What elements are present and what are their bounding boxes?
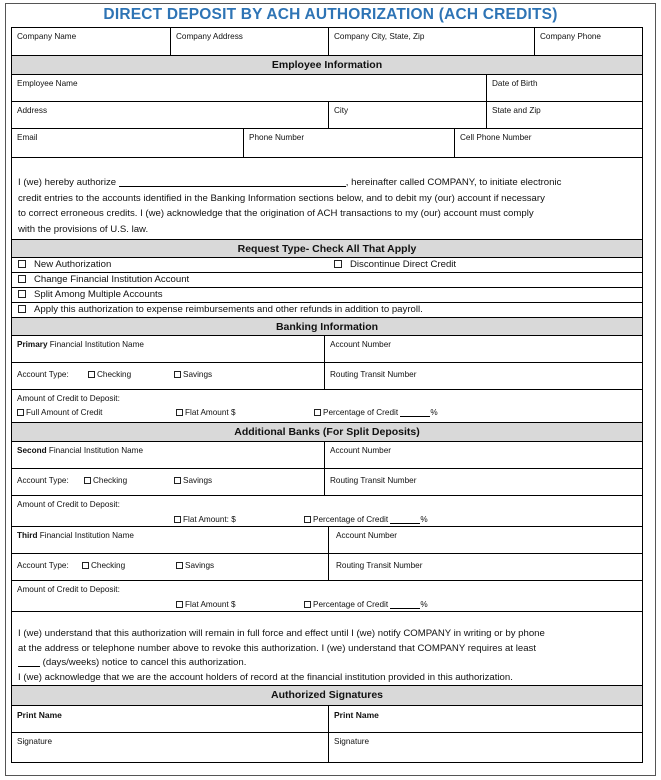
print-name-row	[12, 706, 642, 733]
discontinue-option[interactable]: Discontinue Direct Credit	[334, 259, 456, 270]
primary-savings-option[interactable]: Savings	[174, 370, 212, 379]
second-type-row: Account Type: Checking Savings Routing Transit Number	[12, 469, 642, 496]
checkbox-icon[interactable]	[174, 516, 181, 523]
third-type-row: Account Type: Checking Savings Routing Transit Number	[12, 554, 642, 581]
third-checking-option[interactable]: Checking	[82, 561, 125, 570]
third-percentage-option[interactable]: Percentage of Credit %	[304, 600, 428, 609]
checkbox-icon[interactable]	[88, 371, 95, 378]
employee-address-row	[12, 102, 642, 129]
state-zip-field[interactable]: State and Zip	[486, 102, 642, 128]
checkbox-icon[interactable]	[334, 260, 342, 268]
primary-type-row: Account Type: Checking Savings Routing Transit Number	[12, 363, 642, 390]
request-row-4	[12, 303, 642, 318]
third-account-number-field[interactable]: Account Number	[328, 527, 642, 553]
checkbox-icon[interactable]	[304, 601, 311, 608]
percentage-blank[interactable]	[390, 600, 420, 609]
employee-contact-row	[12, 129, 642, 158]
checkbox-icon[interactable]	[304, 516, 311, 523]
email-field[interactable]: Email	[17, 133, 38, 142]
third-amount-row: Amount of Credit to Deposit: Flat Amount $ Percentage of Credit %	[12, 581, 642, 612]
authorization-paragraph: I (we) hereby authorize , hereinafter called COMPANY, to initiate electronic credit entries to the accounts identified in the Banking Information sections below, and to debit my (our) account if necessary to correct erroneous credits. I (we) acknowledge that the origination of ACH transactions to my (our) account must comply with the provisions of U.S. law.	[12, 158, 642, 240]
checkbox-icon[interactable]	[174, 371, 181, 378]
primary-bank-row	[12, 336, 642, 363]
signature-row	[12, 733, 642, 762]
request-row-3	[12, 288, 642, 303]
third-flat-option[interactable]: Flat Amount $	[176, 600, 236, 609]
request-type-header: Request Type- Check All That Apply	[12, 240, 642, 258]
company-phone-field[interactable]: Company Phone	[534, 28, 642, 55]
third-savings-option[interactable]: Savings	[176, 561, 214, 570]
second-bank-row	[12, 442, 642, 469]
page-title: DIRECT DEPOSIT BY ACH AUTHORIZATION (ACH CREDITS)	[103, 6, 558, 23]
additional-banks-header: Additional Banks (For Split Deposits)	[12, 423, 642, 442]
checkbox-icon[interactable]	[18, 260, 26, 268]
split-accounts-option[interactable]: Split Among Multiple Accounts	[18, 289, 163, 300]
primary-routing-field[interactable]: Routing Transit Number	[324, 363, 642, 389]
primary-amount-row: Amount of Credit to Deposit: Full Amount of Credit Flat Amount $ Percentage of Credit %	[12, 390, 642, 423]
checkbox-icon[interactable]	[314, 409, 321, 416]
second-routing-field[interactable]: Routing Transit Number	[324, 469, 642, 495]
city-field[interactable]: City	[328, 102, 486, 128]
request-row-2	[12, 273, 642, 288]
checkbox-icon[interactable]	[18, 290, 26, 298]
checkbox-icon[interactable]	[174, 477, 181, 484]
second-amount-row: Amount of Credit to Deposit: Flat Amount: $ Percentage of Credit %	[12, 496, 642, 527]
request-row-1	[12, 258, 642, 273]
checkbox-icon[interactable]	[176, 601, 183, 608]
new-authorization-option[interactable]: New Authorization	[18, 259, 111, 270]
signature-field-1[interactable]: Signature	[17, 737, 53, 746]
ach-form	[11, 27, 643, 763]
checkbox-icon[interactable]	[18, 305, 26, 313]
second-institution-field[interactable]: Second Financial Institution Name	[17, 446, 144, 455]
company-city-field[interactable]: Company City, State, Zip	[328, 28, 534, 55]
signature-field-2[interactable]: Signature	[328, 733, 642, 762]
checkbox-icon[interactable]	[84, 477, 91, 484]
understanding-paragraph: I (we) understand that this authorization will remain in full force and effect until I (we) notify COMPANY in writing or by phone at the address or telephone number above to revoke this authorization. I (we) understand that COMPANY requires at least (days/weeks) notice to cancel this authorization. I (we) acknowledge that we are the account holders of record at the financial institution provided in this authorization.	[12, 612, 642, 686]
third-institution-field[interactable]: Third Financial Institution Name	[17, 531, 134, 540]
primary-account-number-field[interactable]: Account Number	[324, 336, 642, 362]
address-field[interactable]: Address	[17, 106, 48, 115]
expense-option[interactable]: Apply this authorization to expense reimbursements and other refunds in addition to payroll.	[18, 304, 423, 315]
third-routing-field[interactable]: Routing Transit Number	[328, 554, 642, 580]
change-account-option[interactable]: Change Financial Institution Account	[18, 274, 189, 285]
second-account-number-field[interactable]: Account Number	[324, 442, 642, 468]
checkbox-icon[interactable]	[176, 409, 183, 416]
checkbox-icon[interactable]	[18, 275, 26, 283]
third-bank-row	[12, 527, 642, 554]
employee-name-field[interactable]: Employee Name	[17, 79, 78, 88]
cell-phone-field[interactable]: Cell Phone Number	[454, 129, 642, 157]
dob-field[interactable]: Date of Birth	[486, 75, 642, 101]
percentage-blank[interactable]	[400, 408, 430, 417]
employee-name-row	[12, 75, 642, 102]
checkbox-icon[interactable]	[82, 562, 89, 569]
primary-checking-option[interactable]: Checking	[88, 370, 131, 379]
checkbox-icon[interactable]	[17, 409, 24, 416]
company-address-field[interactable]: Company Address	[170, 28, 328, 55]
primary-flat-option[interactable]: Flat Amount $	[176, 408, 236, 417]
company-name-field[interactable]: Company Name	[17, 32, 77, 41]
second-checking-option[interactable]: Checking	[84, 476, 127, 485]
second-savings-option[interactable]: Savings	[174, 476, 212, 485]
primary-institution-field[interactable]: Primary Financial Institution Name	[17, 340, 144, 349]
second-percentage-option[interactable]: Percentage of Credit %	[304, 515, 428, 524]
company-row	[12, 28, 642, 56]
notice-period-blank[interactable]	[18, 658, 40, 667]
banking-header: Banking Information	[12, 318, 642, 336]
phone-field[interactable]: Phone Number	[243, 129, 454, 157]
percentage-blank[interactable]	[390, 515, 420, 524]
checkbox-icon[interactable]	[176, 562, 183, 569]
second-flat-option[interactable]: Flat Amount: $	[174, 515, 236, 524]
print-name-field-1[interactable]: Print Name	[17, 710, 62, 720]
primary-percentage-option[interactable]: Percentage of Credit %	[314, 408, 438, 417]
signatures-header: Authorized Signatures	[12, 686, 642, 706]
print-name-field-2[interactable]: Print Name	[328, 706, 642, 732]
full-amount-option[interactable]: Full Amount of Credit	[17, 408, 102, 417]
employee-section-header: Employee Information	[12, 56, 642, 75]
company-authorize-blank[interactable]	[119, 178, 346, 187]
